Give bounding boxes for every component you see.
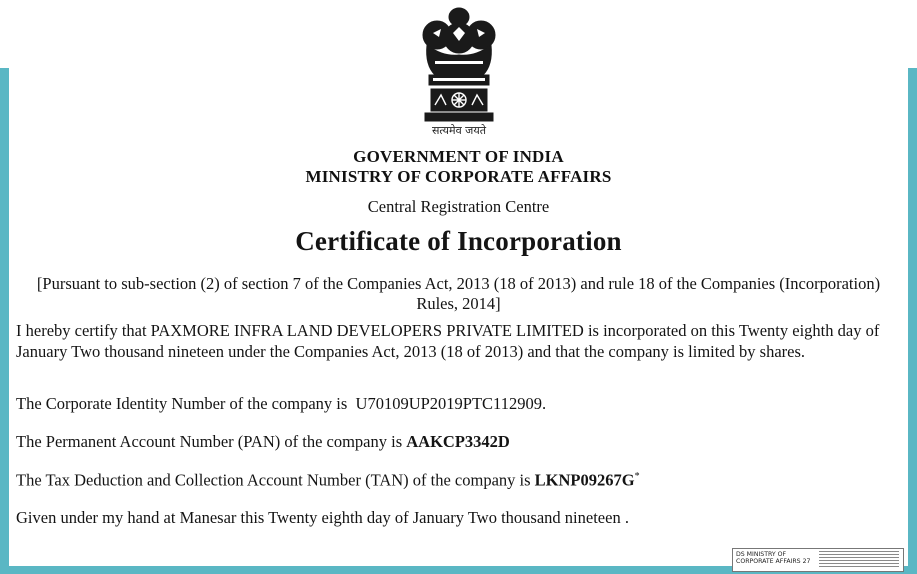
tan-footnote-mark: *: [634, 471, 640, 482]
cin-label: The Corporate Identity Number of the company is: [16, 394, 348, 413]
pan-line: [16, 431, 900, 452]
ministry-heading: MINISTRY OF CORPORATE AFFAIRS: [305, 167, 612, 186]
tan-value: LKNP09267G: [534, 470, 635, 490]
digital-signature-stamp: [732, 548, 904, 572]
left-frame-border: [0, 68, 9, 574]
registration-centre: Central Registration Centre: [367, 197, 550, 216]
stamp-fine-print: [819, 551, 899, 569]
certification-paragraph: I hereby certify that PAXMORE INFRA LAND DEVELOPERS PRIVATE LIMITED is incorporated on this Twenty eighth day of January Two thousand nineteen under the Companies Act, 2013 (18 of 2013) and that the company is limited by shares.: [16, 321, 880, 361]
cin-value: U70109UP2019PTC112909.: [355, 394, 547, 413]
state-emblem-lion-capital-icon: [415, 5, 503, 127]
stamp-text: DS MINISTRY OF CORPORATE AFFAIRS 27: [736, 551, 811, 565]
right-frame-border: [908, 68, 917, 574]
pan-label: The Permanent Account Number (PAN) of the company is: [16, 432, 403, 451]
government-heading: GOVERNMENT OF INDIA: [353, 147, 564, 166]
pan-value: AAKCP3342D: [406, 432, 510, 451]
emblem-motto: सत्यमेव जयते: [431, 124, 486, 137]
given-under-hand-paragraph: Given under my hand at Manesar this Twenty eighth day of January Two thousand nineteen .: [16, 508, 629, 527]
pursuant-clause: [Pursuant to sub-section (2) of section 7 of the Companies Act, 2013 (18 of 2013) and rule 18 of the Companies (Incorporation) Rules, 2014]: [36, 274, 881, 313]
tan-line: [16, 466, 900, 491]
certificate-title: Certificate of Incorporation: [295, 226, 622, 256]
tan-label: The Tax Deduction and Collection Account Number (TAN) of the company is: [16, 470, 531, 490]
cin-line: [16, 393, 900, 414]
